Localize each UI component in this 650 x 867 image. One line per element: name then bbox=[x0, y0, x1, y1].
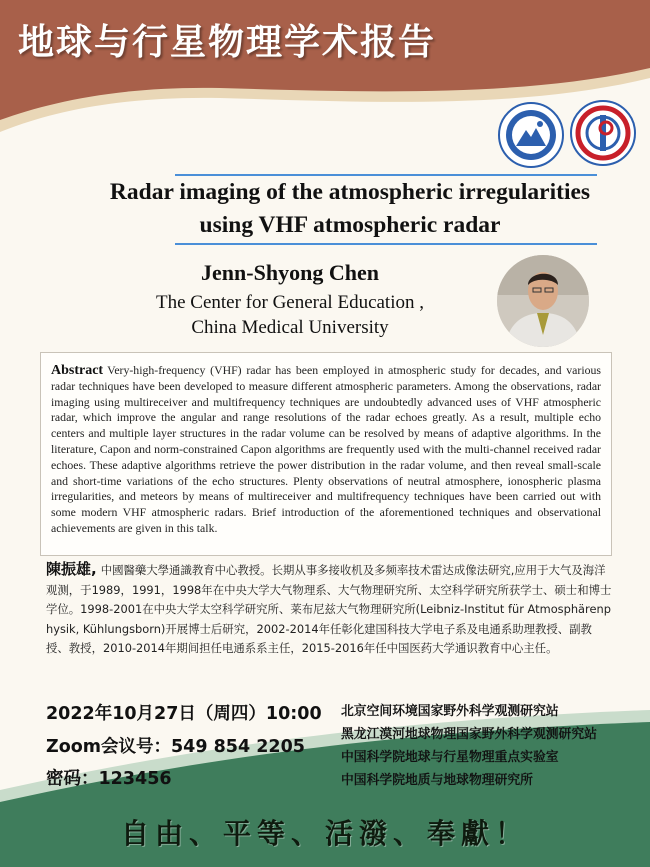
event-zoom-id: Zoom会议号：549 854 2205 bbox=[46, 737, 305, 757]
organizer-item: 中国科学院地质与地球物理研究所 bbox=[341, 773, 533, 788]
abstract-box bbox=[40, 352, 612, 556]
bio-name: 陳振雄, bbox=[46, 560, 97, 578]
speaker-affiliation-line2: China Medical University bbox=[191, 317, 389, 338]
organizer-item: 黑龙江漠河地球物理国家野外科学观测研究站 bbox=[341, 727, 597, 742]
abstract-label: Abstract bbox=[51, 363, 104, 378]
series-title: 地球与行星物理学术报告 bbox=[18, 22, 437, 63]
speaker-portrait-icon bbox=[497, 255, 589, 347]
title-rule-bottom bbox=[175, 243, 597, 245]
abstract-text bbox=[51, 363, 601, 537]
observatory-logo-icon bbox=[498, 102, 564, 168]
event-password: 密码：123456 bbox=[46, 769, 172, 789]
speaker-photo bbox=[497, 255, 589, 347]
talk-title-line2: using VHF atmospheric radar bbox=[199, 212, 501, 238]
event-date-time: 2022年10月27日（周四）10:00 bbox=[46, 704, 322, 724]
abstract-body: Very-high-frequency (VHF) radar has been employed in atmospheric study for decades, and various radar techniques have been developed to measure different atmospheric parameters. Among the observations, radar imaging using multireceiver and multifrequency techniques are undoubtedly advanced uses of VHF atmospheric radar, which improve the angular and range resolutions of the radar echoes greatly. As a result, multiple echo centers and multiple layer structures in the radar volume can be resolved by means of adaptive algorithms. In the literature, Capon and norm-constrained Capon algorithms are frequently used with the multi-channel received radar echoes. These adaptive algorithms retrieve the power distribution in the radar volume, and then reveal small-scale and short-time variations of the echo structures. Plenty observations of neutral atmosphere, ionospheric plasma irregularities, and meteors by means of multireceiver and multifrequency techniques have been carried out with some modern VHF atmospheric radars. Brief introduction of the aforementioned techniques and observational achievements are given in this talk. bbox=[51, 363, 601, 535]
bio-text: 中國醫藥大學通識教育中心教授。长期从事多接收机及多频率技术雷达成像法研究,应用于大气及海洋观测，于1989，1991，1998年在中央大学大气物理系、大气物理研究所、太空科学研究所获学士、硕士和博士学位。1998-2001在中央大学太空科学研究所、莱布尼兹大气物理研究所(Leibniz-Institut für Atmosphärenphysik, Kühlungsborn)开展博士后研究，2002-2014年任彰化建国科技大学电子系及电通系助理教授、副教授、教授，2010-2014年期间担任电通系系主任，2015-2016年任中国医药大学通识教育中心主任。 bbox=[46, 563, 612, 655]
talk-title bbox=[60, 176, 640, 242]
organizer-item: 北京空间环境国家野外科学观测研究站 bbox=[341, 704, 559, 719]
talk-title-line1: Radar imaging of the atmospheric irregularities bbox=[109, 179, 591, 205]
footer-motto: 自由、平等、活潑、奉獻！ bbox=[120, 817, 529, 850]
lab-logo-icon bbox=[570, 100, 636, 166]
speaker-name: Jenn-Shyong Chen bbox=[201, 260, 379, 285]
speaker-affiliation-line1: The Center for General Education , bbox=[156, 292, 424, 313]
organizer-item: 中国科学院地球与行星物理重点实验室 bbox=[341, 750, 559, 765]
